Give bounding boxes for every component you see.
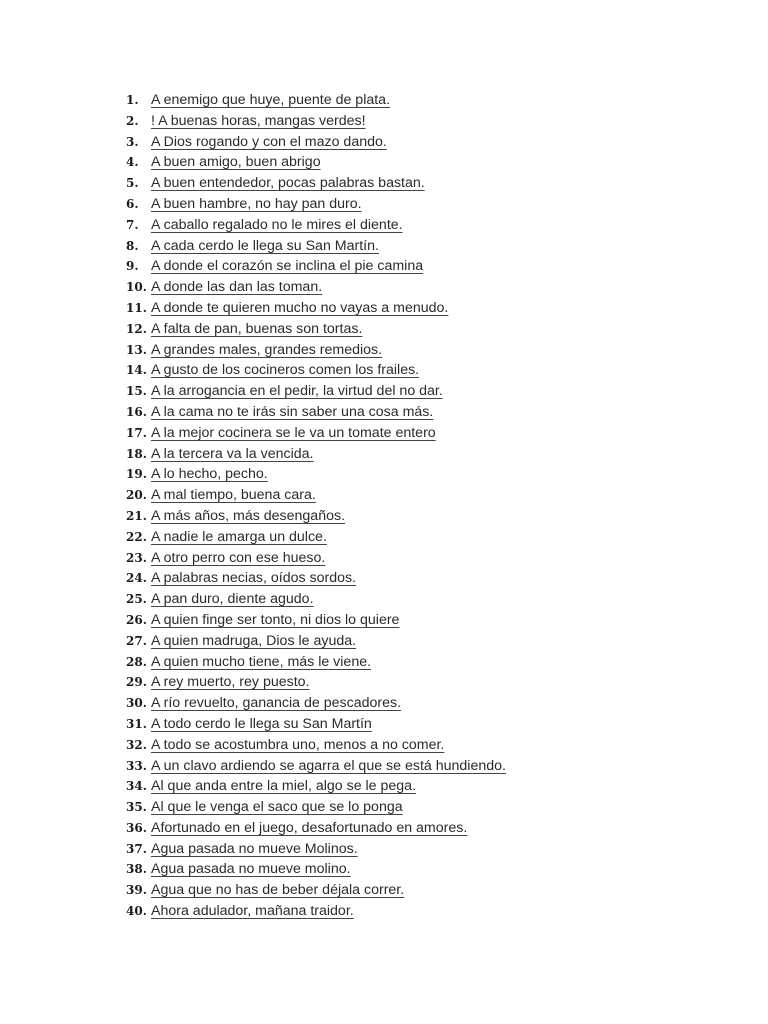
list-item [126, 360, 506, 381]
item-number: 32. [126, 737, 147, 752]
proverb-text: Agua pasada no mueve Molinos. [151, 840, 358, 857]
proverb-text: Ahora adulador, mañana traidor. [151, 903, 354, 920]
list-item [126, 527, 506, 548]
item-number: 34. [126, 779, 147, 794]
item-number: 11. [126, 300, 147, 315]
proverb-text: Al que le venga el saco que se lo ponga [151, 799, 403, 816]
item-number: 29. [126, 675, 147, 690]
proverb-text: A donde el corazón se inclina el pie camina [151, 258, 424, 275]
item-number: 28. [126, 654, 147, 669]
proverb-text: A lo hecho, pecho. [151, 466, 268, 483]
item-number: 37. [126, 841, 147, 856]
list-item [126, 90, 506, 111]
proverb-text: A caballo regalado no le mires el diente. [151, 216, 403, 233]
list-item [126, 714, 506, 735]
item-number: 23. [126, 550, 147, 565]
proverb-text: A un clavo ardiendo se agarra el que se está hundiendo. [151, 757, 506, 774]
item-number: 13. [126, 342, 147, 357]
list-item [126, 444, 506, 465]
item-number: 10. [126, 280, 147, 295]
proverb-text: A la arrogancia en el pedir, la virtud del no dar. [151, 383, 443, 400]
list-item [126, 901, 506, 922]
list-item [126, 340, 506, 361]
list-item [126, 589, 506, 610]
proverb-text: A pan duro, diente agudo. [151, 591, 314, 608]
item-number: 6. [126, 196, 139, 211]
list-item [126, 568, 506, 589]
item-number: 16. [126, 404, 147, 419]
list-item [126, 173, 506, 194]
list-item [126, 859, 506, 880]
list-item [126, 132, 506, 153]
proverb-text: A gusto de los cocineros comen los frailes. [151, 362, 420, 379]
proverb-text: Al que anda entre la miel, algo se le pega. [151, 778, 417, 795]
proverb-text: A Dios rogando y con el mazo dando. [151, 133, 387, 150]
list-item [126, 797, 506, 818]
item-number: 19. [126, 467, 147, 482]
item-number: 33. [126, 758, 147, 773]
proverb-text: Agua pasada no mueve molino. [151, 861, 351, 878]
item-number: 9. [126, 259, 139, 274]
list-item [126, 277, 506, 298]
item-number: 21. [126, 508, 147, 523]
proverb-text: A más años, más desengaños. [151, 507, 346, 524]
list-item [126, 402, 506, 423]
proverb-text: A todo se acostumbra uno, menos a no comer. [151, 736, 445, 753]
proverb-text: A buen entendedor, pocas palabras bastan. [151, 175, 425, 192]
proverb-text: A grandes males, grandes remedios. [151, 341, 383, 358]
item-number: 36. [126, 820, 147, 835]
item-number: 38. [126, 862, 147, 877]
list-item [126, 631, 506, 652]
item-number: 7. [126, 217, 139, 232]
list-item [126, 485, 506, 506]
proverb-text: A la tercera va la vencida. [151, 445, 314, 462]
list-item [126, 319, 506, 340]
proverb-text: A buen amigo, buen abrigo [151, 154, 321, 171]
proverb-text: A donde te quieren mucho no vayas a menudo. [151, 299, 449, 316]
list-item [126, 215, 506, 236]
item-number: 20. [126, 488, 147, 503]
list-item [126, 880, 506, 901]
proverb-text: Agua que no has de beber déjala correr. [151, 882, 405, 899]
proverb-text: A rey muerto, rey puesto. [151, 674, 310, 691]
list-item [126, 506, 506, 527]
list-item [126, 548, 506, 569]
proverb-text: A falta de pan, buenas son tortas. [151, 320, 363, 337]
list-item [126, 693, 506, 714]
list-item [126, 818, 506, 839]
proverb-list [126, 90, 506, 922]
proverb-text: A cada cerdo le llega su San Martín. [151, 237, 379, 254]
item-number: 1. [126, 93, 139, 107]
list-item [126, 735, 506, 756]
item-number: 8. [126, 238, 139, 253]
list-item [126, 652, 506, 673]
item-number: 35. [126, 800, 147, 815]
proverb-text: Afortunado en el juego, desafortunado en amores. [151, 819, 468, 836]
list-item [126, 236, 506, 257]
list-item [126, 776, 506, 797]
proverb-text: ! A buenas horas, mangas verdes! [151, 112, 366, 129]
item-number: 39. [126, 883, 147, 898]
list-item [126, 381, 506, 402]
item-number: 15. [126, 384, 147, 399]
item-number: 26. [126, 612, 147, 627]
list-item [126, 839, 506, 860]
proverb-text: A donde las dan las toman. [151, 279, 323, 296]
proverb-text: A todo cerdo le llega su San Martín [151, 715, 372, 732]
item-number: 40. [126, 904, 147, 919]
item-number: 22. [126, 529, 147, 544]
list-item [126, 298, 506, 319]
list-item [126, 672, 506, 693]
proverb-text: A quien madruga, Dios le ayuda. [151, 632, 357, 649]
list-item [126, 464, 506, 485]
item-number: 18. [126, 446, 147, 461]
item-number: 17. [126, 425, 147, 440]
item-number: 2. [126, 113, 139, 128]
item-number: 25. [126, 592, 147, 607]
list-item [126, 256, 506, 277]
item-number: 27. [126, 633, 147, 648]
proverb-text: A otro perro con ese hueso. [151, 549, 326, 566]
item-number: 24. [126, 571, 147, 586]
item-number: 5. [126, 176, 139, 191]
item-number: 14. [126, 363, 147, 378]
item-number: 12. [126, 321, 147, 336]
list-item [126, 423, 506, 444]
proverb-text: A la cama no te irás sin saber una cosa más. [151, 403, 434, 420]
proverb-text: A palabras necias, oídos sordos. [151, 570, 357, 587]
list-item [126, 111, 506, 132]
proverb-text: A quien finge ser tonto, ni dios lo quiere [151, 611, 400, 628]
proverb-text: A enemigo que huye, puente de plata. [151, 92, 391, 108]
proverb-text: A nadie le amarga un dulce. [151, 528, 327, 545]
proverb-text: A quien mucho tiene, más le viene. [151, 653, 372, 670]
item-number: 4. [126, 155, 139, 170]
item-number: 31. [126, 716, 147, 731]
list-item [126, 610, 506, 631]
list-item [126, 152, 506, 173]
proverb-text: A la mejor cocinera se le va un tomate entero [151, 424, 436, 441]
proverb-text: A río revuelto, ganancia de pescadores. [151, 695, 402, 712]
list-item [126, 194, 506, 215]
proverb-text: A buen hambre, no hay pan duro. [151, 195, 362, 212]
list-item [126, 756, 506, 777]
proverb-text: A mal tiempo, buena cara. [151, 487, 316, 504]
item-number: 3. [126, 134, 139, 149]
item-number: 30. [126, 696, 147, 711]
